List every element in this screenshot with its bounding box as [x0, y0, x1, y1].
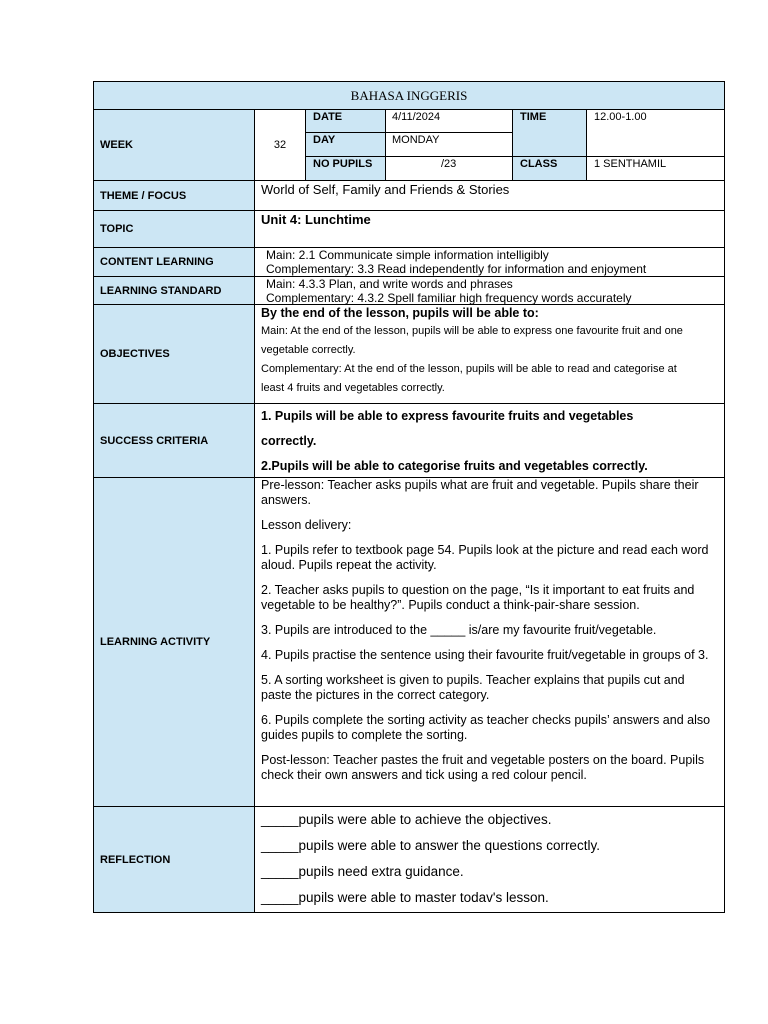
topic-value: Unit 4: Lunchtime — [261, 212, 371, 227]
success-criteria-line2: correctly. — [261, 434, 317, 448]
success-criteria-value-cell — [254, 403, 725, 478]
class-label-cell — [512, 156, 587, 181]
time-label: TIME — [520, 111, 547, 123]
pupils-label-cell — [305, 156, 386, 181]
date-label: DATE — [313, 111, 343, 123]
pupils-value-cell — [385, 156, 513, 181]
activity-step-1: 1. Pupils refer to textbook page 54. Pupils look at the picture and read each word aloud. Pupils repeat the activity. — [261, 543, 709, 572]
content-learning-label: CONTENT LEARNING — [100, 256, 214, 268]
activity-post-lesson: Post-lesson: Teacher pastes the fruit and vegetable posters on the board. Pupils check their own answers and tick using a red colour pencil. — [261, 753, 705, 782]
objectives-value-cell — [254, 304, 725, 404]
activity-step-2: 2. Teacher asks pupils to question on the page, “Is it important to eat fruits and vegetable to be healthy?”. Pupils conduct a think-pair-share session. — [261, 583, 695, 612]
learning-standard-main: Main: 4.3.3 Plan, and write words and phrases — [266, 277, 513, 291]
content-learning-main: Main: 2.1 Communicate simple information intelligibly — [266, 248, 549, 262]
learning-standard-label-cell — [93, 276, 255, 305]
objectives-label-cell — [93, 304, 255, 404]
title-bar — [93, 81, 725, 110]
content-learning-value-cell — [254, 247, 725, 277]
class-value: 1 SENTHAMIL — [594, 158, 667, 170]
reflection-label: REFLECTION — [100, 853, 171, 866]
success-criteria-label-cell — [93, 403, 255, 478]
objectives-heading: By the end of the lesson, pupils will be able to: — [261, 306, 539, 320]
week-label: WEEK — [100, 139, 133, 151]
day-label: DAY — [313, 134, 336, 146]
learning-activity-label-cell — [93, 477, 255, 807]
activity-step-5: 5. A sorting worksheet is given to pupils. Teacher explains that pupils cut and paste the pictures in the correct category. — [261, 673, 685, 702]
theme-label: THEME / FOCUS — [100, 189, 187, 202]
objectives-main-line1: Main: At the end of the lesson, pupils will be able to express one favourite fruit and one — [261, 325, 683, 337]
reflection-line-1: _____pupils were able to achieve the objectives. — [261, 812, 552, 827]
topic-label-cell — [93, 210, 255, 248]
class-label: CLASS — [520, 158, 558, 170]
activity-lesson-delivery: Lesson delivery: — [261, 518, 352, 532]
theme-label-cell — [93, 180, 255, 211]
learning-activity-label: LEARNING ACTIVITY — [100, 636, 211, 648]
content-learning-complementary: Complementary: 3.3 Read independently for information and enjoyment — [266, 262, 647, 276]
reflection-line-2: _____pupils were able to answer the questions correctly. — [261, 838, 600, 853]
reflection-label-cell — [93, 806, 255, 913]
date-value: 4/11/2024 — [392, 111, 441, 123]
learning-standard-complementary: Complementary: 4.3.2 Spell familiar high frequency words accurately — [266, 291, 632, 305]
success-criteria-line3: 2.Pupils will be able to categorise fruits and vegetables correctly. — [261, 459, 648, 473]
activity-step-6: 6. Pupils complete the sorting activity as teacher checks pupils’ answers and also guides pupils to complete the sorting. — [261, 713, 711, 742]
day-value-cell — [385, 132, 513, 157]
time-value-cell — [586, 109, 725, 157]
reflection-line-4: _____pupils were able to master todav's lesson. — [261, 890, 549, 905]
week-value: 32 — [273, 139, 287, 151]
subject-title: BAHASA INGGERIS — [350, 87, 468, 103]
objectives-label: OBJECTIVES — [100, 348, 170, 360]
reflection-line-3: _____pupils need extra guidance. — [261, 864, 464, 879]
activity-step-3: 3. Pupils are introduced to the _____ is/are my favourite fruit/vegetable. — [261, 623, 657, 637]
pupils-label: NO PUPILS — [313, 158, 373, 170]
time-label-cell — [512, 109, 587, 157]
theme-value-cell — [254, 180, 725, 211]
learning-standard-value-cell — [254, 276, 725, 305]
success-criteria-label: SUCCESS CRITERIA — [100, 434, 209, 447]
topic-label: TOPIC — [100, 223, 134, 235]
class-value-cell — [586, 156, 725, 181]
topic-value-cell — [254, 210, 725, 248]
date-value-cell — [385, 109, 513, 133]
day-label-cell — [305, 132, 386, 157]
week-label-cell — [93, 109, 255, 181]
objectives-main-line2: vegetable correctly. — [261, 344, 356, 356]
pupils-value: /23 — [441, 158, 457, 170]
date-label-cell — [305, 109, 386, 133]
objectives-comp-line2: least 4 fruits and vegetables correctly. — [261, 382, 445, 394]
objectives-comp-line1: Complementary: At the end of the lesson, pupils will be able to read and categorise at — [261, 363, 677, 375]
theme-value: World of Self, Family and Friends & Stories — [261, 182, 510, 197]
day-value: MONDAY — [392, 134, 440, 146]
activity-pre-lesson: Pre-lesson: Teacher asks pupils what are fruit and vegetable. Pupils share their answers. — [261, 478, 699, 507]
time-value: 12.00-1.00 — [594, 111, 647, 123]
reflection-value-cell — [254, 806, 725, 913]
week-value-cell — [254, 109, 306, 181]
learning-activity-value-cell — [254, 477, 725, 807]
success-criteria-line1: 1. Pupils will be able to express favourite fruits and vegetables — [261, 409, 634, 423]
activity-step-4: 4. Pupils practise the sentence using their favourite fruit/vegetable in groups of 3. — [261, 648, 709, 662]
learning-standard-label: LEARNING STANDARD — [100, 284, 222, 297]
content-learning-label-cell — [93, 247, 255, 277]
